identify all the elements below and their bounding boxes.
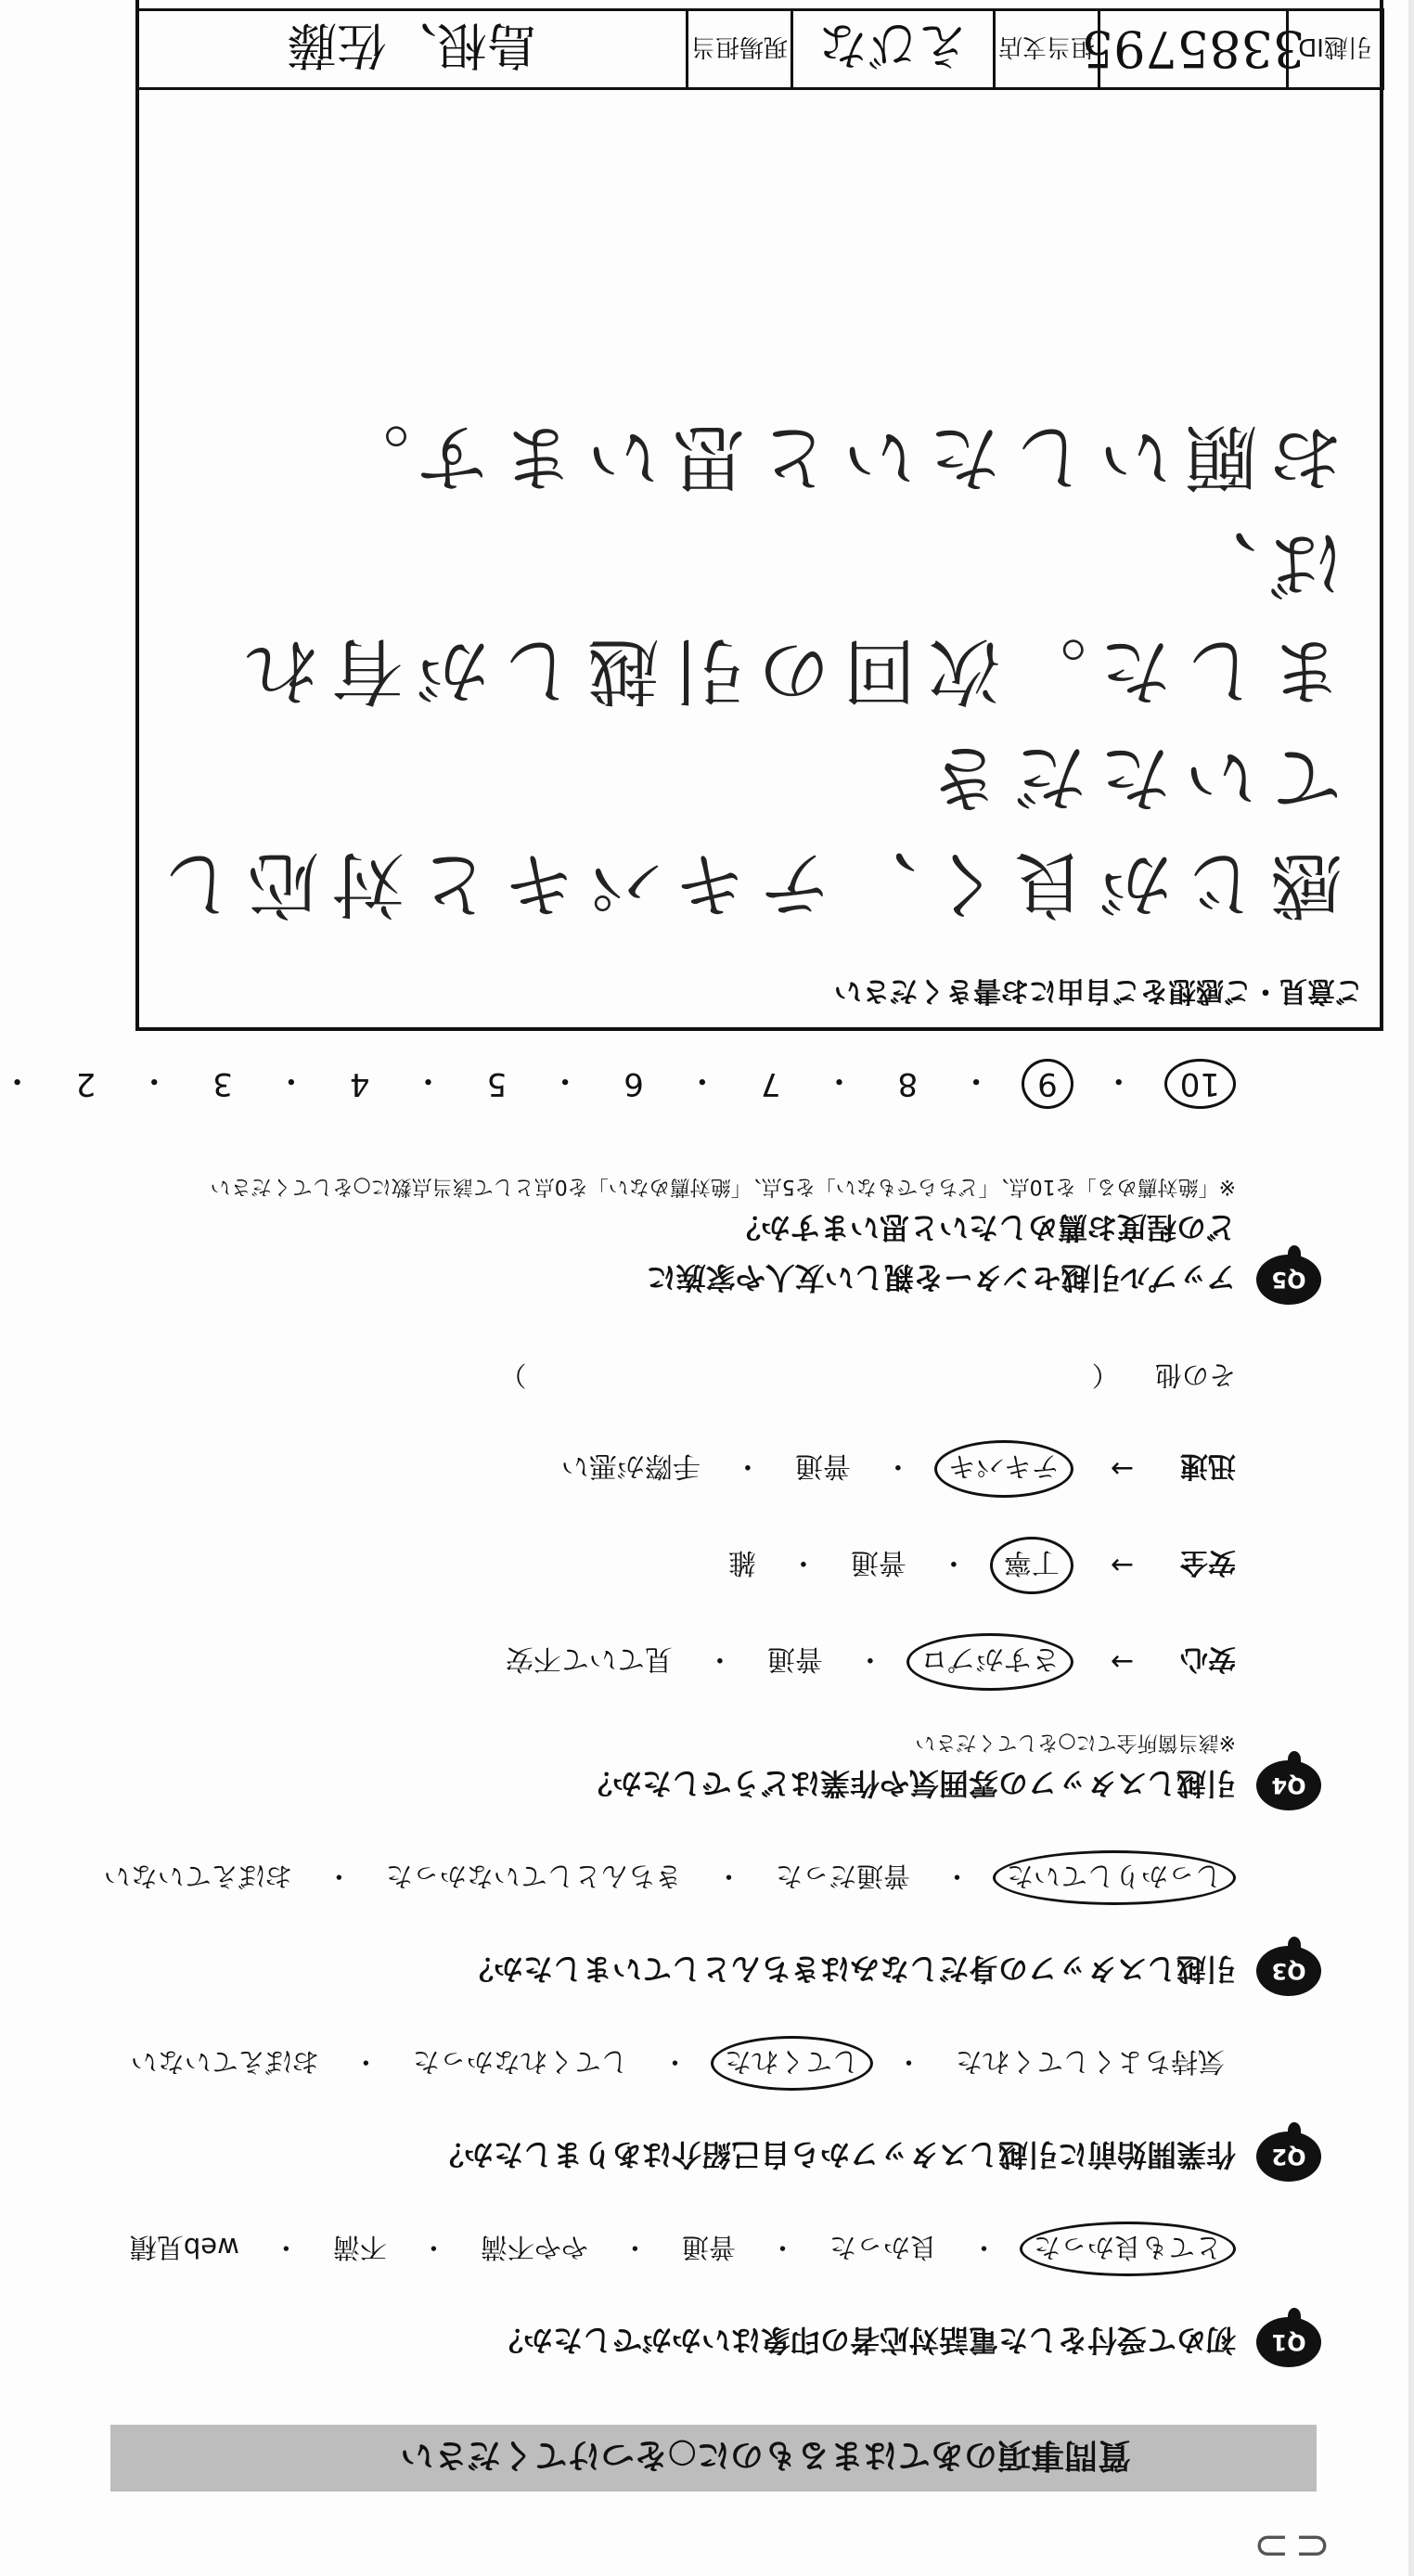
question-2	[41, 2036, 1321, 2182]
q4-option[interactable]: 普通	[850, 1546, 906, 1578]
score-option[interactable]: 6	[623, 1065, 644, 1102]
q5-text-line1: アップル引越センターを親しい友人や家族に	[646, 1260, 1236, 1295]
q1-option[interactable]: 良かった	[829, 2232, 937, 2263]
q2-option[interactable]: してくれなかった	[412, 2046, 628, 2078]
q5-text-line2: どの程度お薦めしたいと思いますか？	[730, 1210, 1236, 1245]
question-4	[41, 1358, 1321, 1810]
q1-text: 初めて受付をした電話対応者の印象はいかがでしたか？	[493, 2323, 1236, 2358]
q4-option[interactable]: テキパキ	[934, 1440, 1073, 1498]
q4-badge: Q4	[1256, 1760, 1321, 1810]
q5-note: ※「絶対薦める」を10点、「どちらでもない」を5点、「絶対薦めない」を0点として該当点数に○をしてください	[210, 1175, 1236, 1198]
staff-value: 島根、佐藤	[287, 16, 537, 75]
q2-option[interactable]: してくれた	[711, 2036, 873, 2091]
id-label: 引越ID	[1286, 11, 1382, 87]
q4-option[interactable]: 普通	[794, 1449, 851, 1482]
q4-option[interactable]: 丁寧	[990, 1537, 1073, 1594]
q4-row-jinsoku: 迅速 → テキパキ ・ 普通 ・ 手際が悪い	[41, 1440, 1236, 1498]
score-option[interactable]: 4	[349, 1065, 370, 1102]
q4-option[interactable]: 見ていて不安	[505, 1642, 673, 1675]
q4-option[interactable]: さすがプロ	[906, 1633, 1073, 1691]
score-option[interactable]: 7	[760, 1065, 781, 1102]
score-option[interactable]: 9	[1022, 1059, 1073, 1109]
question-5	[1, 1059, 1321, 1305]
q3-option[interactable]: おぼえていない	[103, 1861, 292, 1892]
handwritten-line: お願いしたいと思います。	[324, 415, 1343, 498]
q1-option[interactable]: 普通	[681, 2232, 736, 2263]
q4-row-anshin: 安心 → さすがプロ ・ 普通 ・ 見ていて不安	[41, 1633, 1236, 1691]
branch-value: えびな	[791, 11, 993, 87]
question-1	[41, 2222, 1321, 2367]
q4-row-anzen: 安全 → 丁寧 ・ 普通 ・ 雑	[41, 1537, 1236, 1594]
q4-option[interactable]: 雑	[727, 1546, 756, 1578]
score-option[interactable]: 2	[75, 1065, 96, 1102]
id-value: 3385795	[1098, 11, 1286, 87]
branch-label: 担当支店	[993, 11, 1098, 87]
id-table	[135, 8, 1384, 90]
q3-option[interactable]: しっかりしていた	[993, 1850, 1236, 1905]
q2-option[interactable]: 気持ちよくしてくれた	[955, 2046, 1225, 2078]
q1-option[interactable]: やや不満	[480, 2232, 588, 2263]
q5-scale: 10 ・ 9 ・ 8 ・ 7 ・ 6 ・ 5 ・ 4 ・ 3 ・ 2 ・	[41, 1059, 1236, 1109]
question-3	[41, 1850, 1321, 1996]
staff-label: 現場担当	[686, 11, 791, 87]
instruction-banner: 質問事項のあてはまるものに○をつけてください	[110, 2425, 1317, 2492]
q4-text: 引越しスタッフの雰囲気や作業はどうでしたか？	[582, 1766, 1236, 1801]
comment-heading: ご意見・ご感想をご自由にお書きください	[834, 974, 1363, 1007]
q1-option[interactable]: web見積	[129, 2232, 239, 2263]
q5-badge: Q5	[1256, 1255, 1321, 1305]
q1-option[interactable]: とても良かった	[1020, 2222, 1236, 2276]
handwritten-comment	[139, 403, 1343, 936]
binder-clip-mark: ⊂⊃	[1247, 2522, 1330, 2572]
q3-option[interactable]: 普通だった	[775, 1861, 910, 1892]
score-option[interactable]: 5	[486, 1065, 508, 1102]
handwritten-line: ました。次回の引越しが有れば、	[232, 522, 1343, 712]
q4-other: その他 （ ）	[499, 1359, 1236, 1391]
q3-badge: Q3	[1256, 1946, 1321, 1996]
q1-option[interactable]: 不満	[332, 2232, 387, 2263]
score-option[interactable]: 3	[212, 1065, 233, 1102]
score-option[interactable]: 8	[897, 1065, 919, 1102]
q2-text: 作業開始前に引越しスタッフから自己紹介はありましたか？	[433, 2137, 1236, 2172]
q1-options: とても良かった ・ 良かった ・ 普通 ・ やや不満 ・ 不満 ・ web見積	[41, 2222, 1236, 2276]
q4-note: ※該当箇所全てに○をしてください	[915, 1731, 1236, 1754]
comment-box[interactable]	[135, 0, 1383, 1031]
q2-badge: Q2	[1256, 2132, 1321, 2182]
q1-badge: Q1	[1256, 2317, 1321, 2367]
handwritten-line: 感じが良く、テキパキと対応していただき	[148, 735, 1343, 925]
q2-option[interactable]: おぼえていない	[130, 2046, 319, 2078]
q3-text: 引越しスタッフの身だしなみはきちんとしていましたか？	[463, 1951, 1236, 1987]
q2-options: 気持ちよくしてくれた ・ してくれた ・ してくれなかった ・ おぼえていない	[41, 2036, 1236, 2091]
q4-option[interactable]: 手際が悪い	[560, 1449, 701, 1482]
score-option[interactable]: 10	[1164, 1059, 1236, 1109]
q3-options: しっかりしていた ・ 普通だった ・ きちんとしていなかった ・ おぼえていない	[41, 1850, 1236, 1905]
q4-option[interactable]: 普通	[766, 1642, 823, 1675]
q3-option[interactable]: きちんとしていなかった	[385, 1861, 682, 1892]
